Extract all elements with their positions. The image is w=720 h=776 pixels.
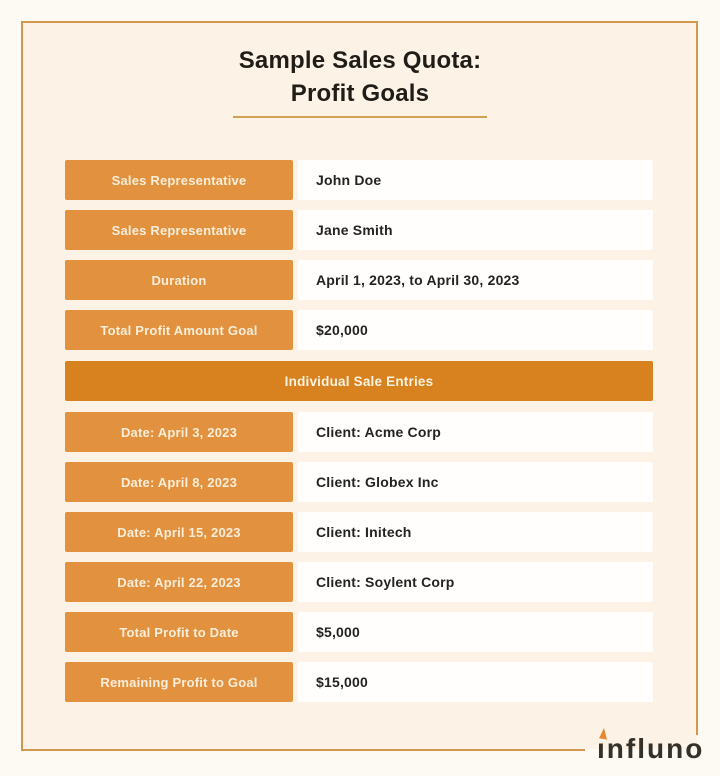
row-value: $20,000 [298,310,653,350]
logo-letter-i: ı [597,733,607,764]
influno-logo [597,732,704,768]
document-border-top [21,21,698,23]
row-value: Jane Smith [298,210,653,250]
row-label: Date: April 22, 2023 [65,562,293,602]
document-border-left [21,21,23,751]
row-value: April 1, 2023, to April 30, 2023 [298,260,653,300]
row-value: John Doe [298,160,653,200]
row-label: Duration [65,260,293,300]
table-row [65,260,653,300]
row-label: Total Profit Amount Goal [65,310,293,350]
table-row [65,310,653,350]
table-row [65,562,653,602]
page-title-line1: Sample Sales Quota: [238,47,482,74]
table-row [65,512,653,552]
table-row [65,612,653,652]
row-value: Client: Acme Corp [298,412,653,452]
table-row [65,210,653,250]
row-value: Client: Globex Inc [298,462,653,502]
page-title-line2: Profit Goals [290,80,430,107]
table-row [65,462,653,502]
row-value: Client: Soylent Corp [298,562,653,602]
row-value: $5,000 [298,612,653,652]
page-title [0,44,720,110]
document-border-right [696,21,698,735]
row-label: Date: April 8, 2023 [65,462,293,502]
title-underline-divider [233,116,487,118]
row-label: Date: April 3, 2023 [65,412,293,452]
table-row [65,160,653,200]
logo-letters-rest: nfluno [606,733,705,764]
document-border-bottom [21,749,585,751]
row-label: Sales Representative [65,160,293,200]
table-row [65,412,653,452]
row-value: Client: Initech [298,512,653,552]
section-header: Individual Sale Entries [65,361,653,401]
quota-table [65,160,653,702]
row-label: Remaining Profit to Goal [65,662,293,702]
row-label: Date: April 15, 2023 [65,512,293,552]
row-label: Sales Representative [65,210,293,250]
row-value: $15,000 [298,662,653,702]
table-row [65,662,653,702]
row-label: Total Profit to Date [65,612,293,652]
